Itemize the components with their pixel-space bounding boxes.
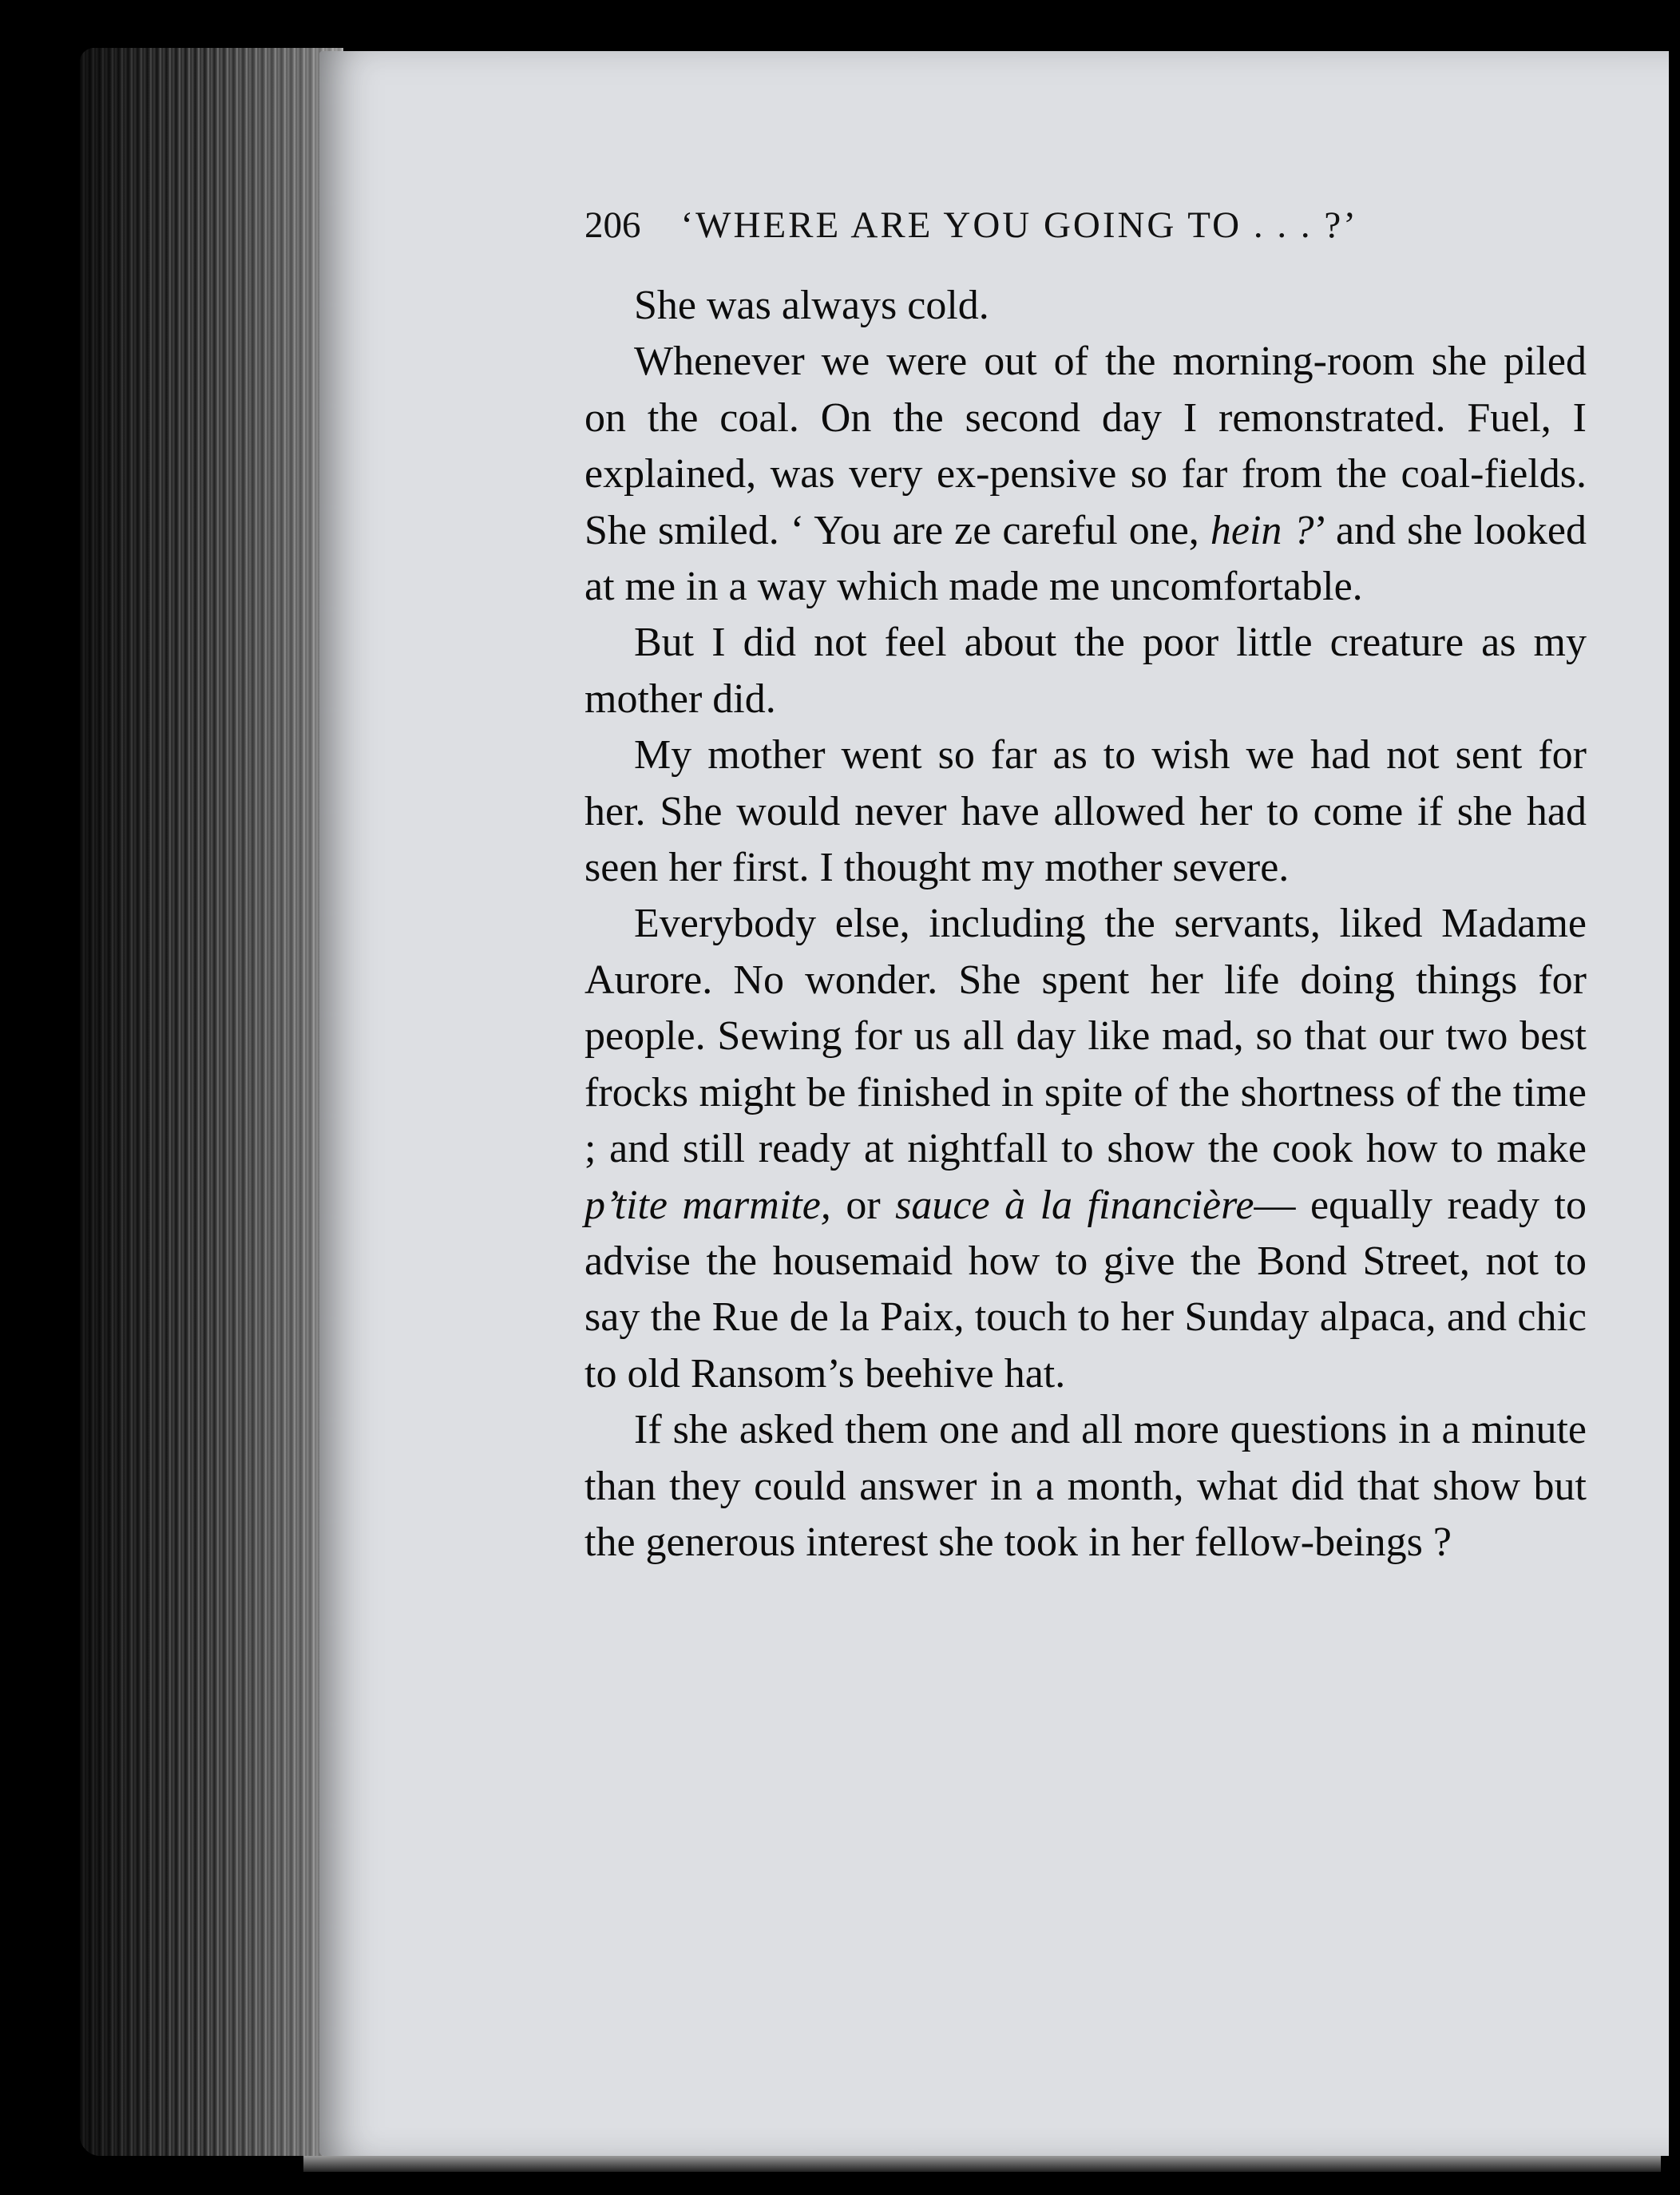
- paragraph-3: [584, 615, 1587, 727]
- running-head: [584, 204, 1591, 260]
- paragraph-text: But I did not feel about the poor little creature as my mother did.: [584, 620, 1587, 722]
- running-head-title: ‘WHERE ARE YOU GOING TO . . . ?’: [680, 204, 1358, 246]
- italic-phrase: hein ?: [1210, 507, 1314, 553]
- book-page-edges: [80, 48, 343, 2156]
- book-bottom-edge: [303, 2156, 1661, 2172]
- paragraph-text: If she asked them one and all more questions in a minute than they could answer in a month, what did that show but the generous interest she took in her fellow-beings ?: [584, 1407, 1587, 1565]
- paragraph-text: Whenever we were out of the morning-room she piled on the coal. On the second day I remonstrated. Fuel, I explained, was very ex-pensive so far from the coal-fields. She smiled. ‘ You are ze careful one,: [584, 339, 1587, 553]
- paragraph-5: [584, 896, 1587, 1402]
- paragraph-6: [584, 1402, 1587, 1571]
- paragraph-4: [584, 727, 1587, 896]
- paragraph-1: [584, 278, 1587, 334]
- paragraph-text-mid: or: [830, 1182, 896, 1228]
- paragraph-text: Everybody else, including the servants, liked Madame Aurore. No wonder. She spent her life doing things for people. Sewing for us all day like mad, so that our two best frocks might be finished in spite of the shortness of the time ; and still ready at nightfall to show the cook how to make: [584, 901, 1587, 1172]
- paragraph-text: My mother went so far as to wish we had not sent for her. She would never have allowed her to come if she had seen her first. I thought my mother severe.: [584, 732, 1587, 891]
- paragraph-text: She was always cold.: [634, 283, 989, 328]
- paragraph-text-tail: ’ and she looked at me in a way which made me uncomfortable.: [584, 507, 1587, 610]
- paragraph-text-tail: — equally ready to advise the housemaid how to give the Bond Street, not to say the Rue de la Paix, touch to her Sunday alpaca, and chic to old Ransom’s beehive hat.: [584, 1182, 1587, 1397]
- body-text: [584, 278, 1587, 1571]
- italic-phrase: sauce à la financière: [895, 1182, 1254, 1228]
- italic-phrase: p’tite marmite,: [584, 1182, 831, 1228]
- page-number: 206: [584, 204, 641, 246]
- paragraph-2: [584, 334, 1587, 615]
